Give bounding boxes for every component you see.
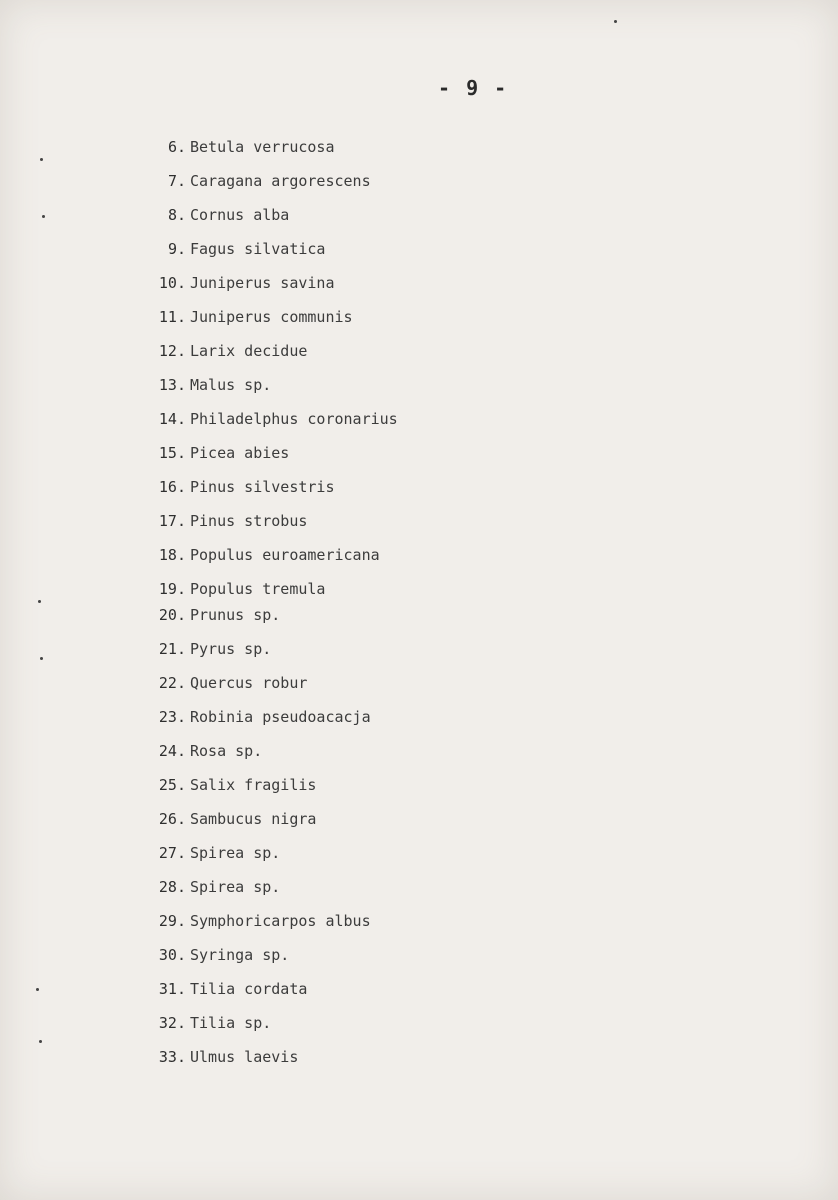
entry-name: Juniperus communis: [190, 308, 353, 326]
entry-number: 33.: [158, 1048, 186, 1066]
list-item: [130, 1013, 271, 1033]
entry-number: 19.: [158, 580, 186, 598]
list-item: [130, 639, 271, 659]
list-item: [130, 137, 335, 157]
paper-speck: [40, 158, 43, 161]
list-item: [130, 809, 316, 829]
entry-name: Syringa sp.: [190, 946, 290, 964]
entry-number: 30.: [158, 946, 186, 964]
entry-number: 18.: [158, 546, 186, 564]
list-item: [130, 409, 398, 429]
entry-name: Larix decidue: [190, 342, 308, 360]
list-item: [130, 477, 335, 497]
entry-number: 31.: [158, 980, 186, 998]
list-item: [130, 545, 380, 565]
entry-number: 11.: [158, 308, 186, 326]
list-item: [130, 775, 316, 795]
list-item: [130, 1047, 298, 1067]
entry-number: 6.: [167, 138, 186, 156]
entry-name: Picea abies: [190, 444, 290, 462]
list-item: [130, 843, 280, 863]
entry-number: 20.: [158, 606, 186, 624]
page-number: - 9 -: [438, 76, 509, 100]
entry-name: Tilia sp.: [190, 1014, 272, 1032]
list-item: [130, 605, 280, 625]
entry-name: Quercus robur: [190, 674, 308, 692]
list-item: [130, 911, 371, 931]
entry-name: Fagus silvatica: [190, 240, 326, 258]
entry-number: 25.: [158, 776, 186, 794]
entry-number: 28.: [158, 878, 186, 896]
entry-name: Populus tremula: [190, 580, 326, 598]
entry-name: Spirea sp.: [190, 878, 281, 896]
paper-speck: [38, 600, 41, 603]
entry-name: Malus sp.: [190, 376, 272, 394]
list-item: [130, 239, 325, 259]
list-item: [130, 273, 335, 293]
entry-number: 10.: [158, 274, 186, 292]
paper-speck: [40, 657, 43, 660]
list-item: [130, 707, 371, 727]
list-item: [130, 341, 307, 361]
entry-number: 23.: [158, 708, 186, 726]
list-item: [130, 205, 289, 225]
list-item: [130, 511, 307, 531]
list-item: [130, 171, 371, 191]
entry-name: Cornus alba: [190, 206, 290, 224]
entry-number: 32.: [158, 1014, 186, 1032]
list-item: [130, 443, 289, 463]
entry-name: Pyrus sp.: [190, 640, 272, 658]
entry-name: Betula verrucosa: [190, 138, 335, 156]
entry-number: 13.: [158, 376, 186, 394]
entry-number: 29.: [158, 912, 186, 930]
paper-speck: [42, 215, 45, 218]
entry-name: Robinia pseudoacacja: [190, 708, 371, 726]
entry-number: 14.: [158, 410, 186, 428]
list-item: [130, 579, 325, 599]
entry-name: Salix fragilis: [190, 776, 317, 794]
entry-name: Caragana argorescens: [190, 172, 371, 190]
entry-name: Tilia cordata: [190, 980, 308, 998]
entry-name: Populus euroamericana: [190, 546, 380, 564]
entry-number: 8.: [167, 206, 186, 224]
entry-name: Spirea sp.: [190, 844, 281, 862]
entry-number: 12.: [158, 342, 186, 360]
list-item: [130, 877, 280, 897]
entry-number: 27.: [158, 844, 186, 862]
entry-name: Ulmus laevis: [190, 1048, 299, 1066]
list-item: [130, 307, 353, 327]
list-item: [130, 741, 262, 761]
entry-name: Sambucus nigra: [190, 810, 317, 828]
entry-name: Rosa sp.: [190, 742, 263, 760]
entry-number: 15.: [158, 444, 186, 462]
entry-number: 17.: [158, 512, 186, 530]
list-item: [130, 979, 307, 999]
entry-name: Prunus sp.: [190, 606, 281, 624]
entry-number: 16.: [158, 478, 186, 496]
entry-number: 7.: [167, 172, 186, 190]
entry-name: Pinus silvestris: [190, 478, 335, 496]
list-item: [130, 945, 289, 965]
list-item: [130, 673, 307, 693]
paper-speck: [36, 988, 39, 991]
entry-number: 9.: [167, 240, 186, 258]
entry-number: 21.: [158, 640, 186, 658]
entry-name: Symphoricarpos albus: [190, 912, 371, 930]
entry-name: Pinus strobus: [190, 512, 308, 530]
list-item: [130, 375, 271, 395]
entry-number: 26.: [158, 810, 186, 828]
entry-number: 22.: [158, 674, 186, 692]
entry-name: Juniperus savina: [190, 274, 335, 292]
paper-speck: [39, 1040, 42, 1043]
entry-number: 24.: [158, 742, 186, 760]
paper-speck: [614, 20, 617, 23]
entry-name: Philadelphus coronarius: [190, 410, 398, 428]
